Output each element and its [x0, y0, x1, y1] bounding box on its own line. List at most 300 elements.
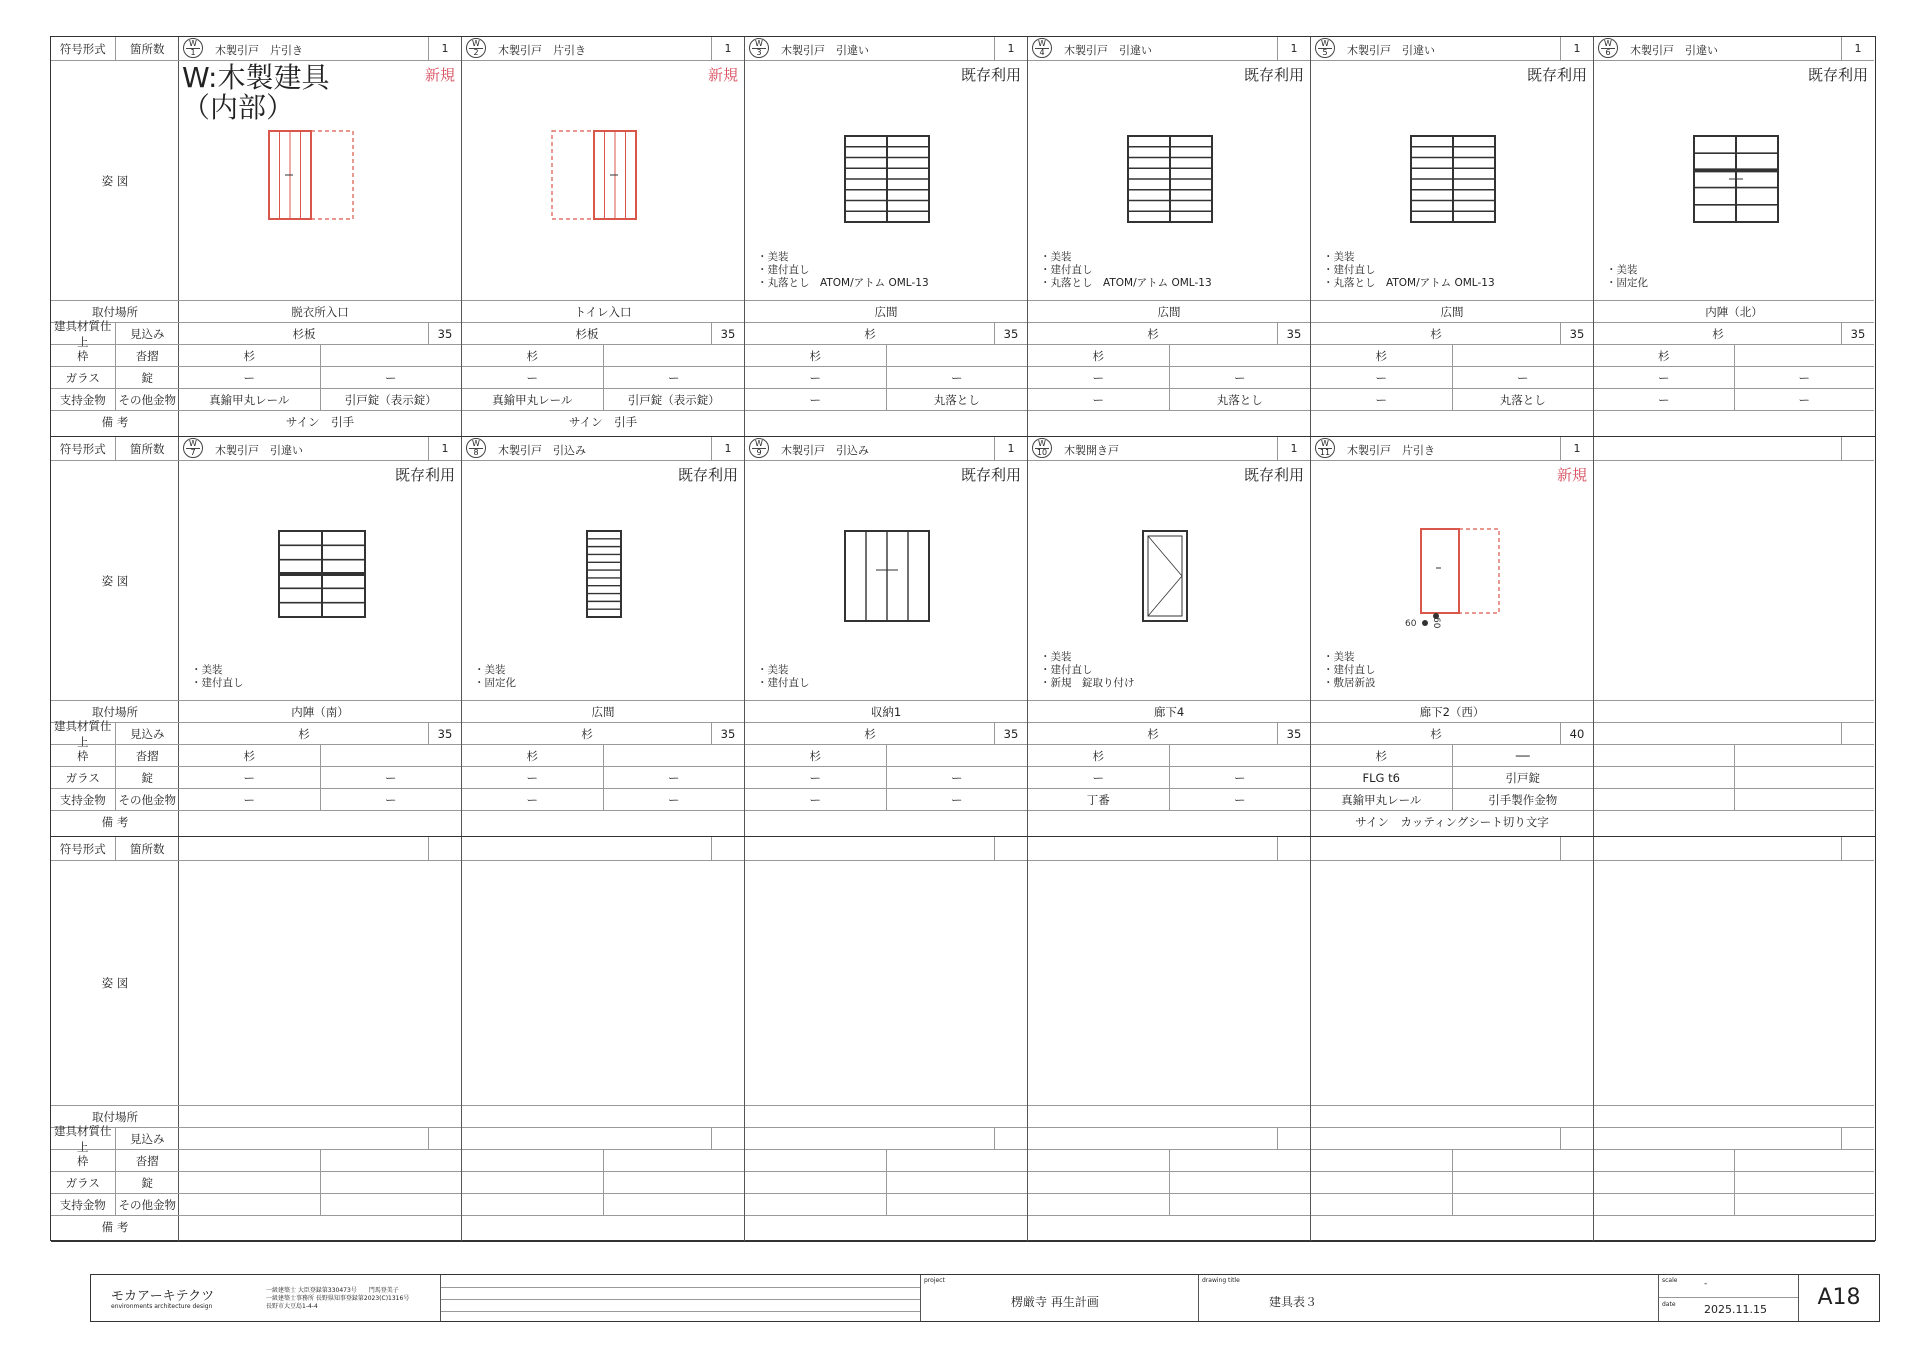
value-sill: ──: [1515, 748, 1530, 763]
material-value: 杉: [1147, 726, 1159, 741]
label-text: 見込み: [130, 726, 165, 741]
pair-row: [1028, 389, 1310, 410]
value-other: 引戸錠（表示錠）: [627, 392, 720, 407]
door-status: 既存利用: [960, 66, 1021, 84]
cell-mat: [745, 323, 1027, 345]
mark-top: W: [1321, 39, 1329, 48]
cell-mat: [462, 1128, 744, 1150]
door-status: 新規: [707, 66, 738, 84]
location-value: 広間: [1157, 304, 1181, 319]
material-row: [1311, 723, 1593, 744]
door-elevation-drawing: [1138, 526, 1258, 636]
value-frame: [1028, 1150, 1170, 1171]
value-frame: [462, 1150, 604, 1171]
door-notes: ・美装 ・建付直し ・丸落とし ATOM/アトム OML-13: [757, 251, 929, 289]
value-lock: ー: [668, 370, 680, 385]
section-title: W:木製建具 （内部）: [182, 61, 330, 124]
door-type: 木製引戸 引違い: [781, 44, 869, 57]
value-frame: 杉: [1311, 345, 1453, 366]
door-mark: [1032, 438, 1052, 458]
value-other: [1453, 1194, 1594, 1215]
value-support: ー: [462, 789, 604, 810]
label-fig: [51, 861, 179, 1106]
door-column: [462, 837, 745, 1241]
door-column: [745, 37, 1028, 436]
value-support: 丁番: [1028, 789, 1170, 810]
door-count: [994, 837, 1027, 860]
scale-label: scale: [1662, 1277, 1678, 1284]
pair-row: [462, 367, 744, 388]
label-text: 見込み: [130, 1131, 165, 1146]
material-value: 杉: [581, 726, 593, 741]
label-text: 支持金物: [51, 389, 116, 410]
label-text: 符号形式: [51, 437, 116, 460]
material-row: [179, 1128, 461, 1149]
value-other: ー: [1234, 792, 1246, 807]
location-value: 廊下2（西）: [1419, 704, 1485, 719]
door-column: [1594, 37, 1874, 436]
door-count: 1: [428, 37, 461, 60]
value-other: [1735, 1194, 1875, 1215]
registration-1: 一級建築士 大臣登録第330473号 門馬登美子: [266, 1287, 399, 1294]
door-elevation-drawing: [1689, 131, 1789, 231]
cell-hdr: [745, 837, 1027, 861]
value-glass: [1311, 1172, 1453, 1193]
value-sill: [887, 745, 1028, 766]
value-glass: ー: [1311, 367, 1453, 388]
material-value: [462, 1128, 712, 1149]
pair-row: [179, 367, 461, 388]
cell-mat: [1028, 1128, 1310, 1150]
pair-row: [1594, 389, 1874, 410]
pair-row: [462, 745, 744, 766]
door-elevation-drawing: [1406, 131, 1506, 231]
cell-loc: [1028, 1106, 1310, 1128]
value-support: [1594, 1194, 1735, 1215]
cell-rem: [1311, 1216, 1593, 1238]
pair-row: [1028, 367, 1310, 388]
cell-glass: [745, 767, 1027, 789]
cell-mat: [1311, 723, 1593, 745]
cell-hdr: [1311, 37, 1593, 61]
cell-sup: [462, 1194, 744, 1216]
value-sill: [1735, 745, 1875, 766]
depth-value: [1841, 723, 1874, 744]
value-glass: ー: [462, 767, 604, 788]
cell-frame: [1028, 745, 1310, 767]
label-text: 枠: [51, 745, 116, 766]
drawing-title: 建具表３: [1269, 1295, 1318, 1309]
pair-row: [462, 1150, 744, 1171]
door-column: [179, 837, 462, 1241]
cell-rem: [1028, 411, 1310, 433]
label-hdr: [51, 837, 179, 861]
row-labels: [51, 437, 179, 836]
cell-hdr: [462, 37, 744, 61]
door-mark: [183, 38, 203, 58]
value-other: ー: [1798, 392, 1810, 407]
door-column: [1028, 437, 1311, 836]
cell-hdr: [745, 437, 1027, 461]
cell-mat: [179, 1128, 461, 1150]
label-text: その他金物: [118, 792, 176, 807]
door-type: 木製引戸 引込み: [781, 444, 869, 457]
cell-hdr: [179, 837, 461, 861]
value-lock: ー: [1798, 370, 1810, 385]
cell-frame: [179, 1150, 461, 1172]
label-frame: [51, 745, 179, 767]
door-elevation-drawing: [274, 526, 394, 636]
value-glass: [1594, 767, 1735, 788]
value-sill: [321, 1150, 462, 1171]
label-text: ガラス: [51, 767, 116, 788]
cell-mat: [462, 323, 744, 345]
value-frame: [1594, 1150, 1735, 1171]
label-glass: [51, 767, 179, 789]
label-text: 備 考: [101, 1220, 129, 1234]
mark-top: W: [1604, 39, 1612, 48]
door-type: 木製引戸 片引き: [1347, 444, 1435, 457]
door-count: 1: [711, 437, 744, 460]
cell-sup: [462, 389, 744, 411]
label-text: 建具材質仕上: [51, 723, 116, 744]
label-rem: [51, 811, 179, 833]
pair-row: [1594, 1194, 1874, 1215]
value-support: ー: [1594, 389, 1735, 410]
cell-mat: [1594, 723, 1874, 745]
cell-glass: [1594, 767, 1874, 789]
material-value: 杉: [1147, 326, 1159, 341]
registration-3: 長野市大豆島1-4-4: [266, 1303, 318, 1310]
door-elevation-drawing: [582, 526, 702, 636]
depth-value: 35: [1277, 323, 1310, 344]
door-column: [1028, 37, 1311, 436]
label-text: 沓摺: [135, 748, 159, 763]
value-sill: [1735, 345, 1875, 366]
value-sill: [1453, 345, 1594, 366]
label-frame: [51, 1150, 179, 1172]
cell-sup: [1311, 1194, 1593, 1216]
remarks-value: [462, 811, 744, 833]
door-column: [1594, 437, 1874, 836]
label-text: 建具材質仕上: [51, 1128, 116, 1149]
drawing-label: drawing title: [1202, 1277, 1240, 1284]
mark-top: W: [472, 39, 480, 48]
cell-glass: [1594, 1172, 1874, 1194]
door-status: 既存利用: [677, 466, 738, 484]
value-lock: 引戸錠: [1505, 770, 1540, 785]
value-support: ー: [1311, 389, 1453, 410]
label-hdr: [51, 37, 179, 61]
value-support: [745, 1194, 887, 1215]
cell-frame: [1028, 345, 1310, 367]
cell-glass: [179, 1172, 461, 1194]
sheet-number: A18: [1817, 1285, 1861, 1310]
dimension-label: 60: [1405, 619, 1417, 629]
door-count: 1: [1560, 37, 1593, 60]
door-count: 1: [994, 37, 1027, 60]
mark-number: 6: [1605, 48, 1611, 57]
label-text: 沓摺: [135, 348, 159, 363]
door-elevation-drawing: [840, 131, 940, 231]
door-type: 木製引戸 引違い: [1064, 44, 1152, 57]
value-other: [1170, 1194, 1311, 1215]
cell-frame: [1311, 345, 1593, 367]
pair-row: [745, 767, 1027, 788]
door-elevation-drawing: [552, 126, 652, 226]
depth-value: [1277, 1128, 1310, 1149]
value-lock: ー: [1234, 770, 1246, 785]
cell-glass: [745, 367, 1027, 389]
cell-mat: [1311, 323, 1593, 345]
cell-fig: [179, 461, 461, 701]
pair-row: [179, 1194, 461, 1215]
door-column: [1311, 437, 1594, 836]
mark-top: W: [189, 439, 197, 448]
cell-sup: [179, 1194, 461, 1216]
value-glass: ー: [745, 767, 887, 788]
material-value: 杉板: [575, 326, 599, 341]
label-text: 見込み: [130, 326, 165, 341]
cell-fig: [1028, 861, 1310, 1106]
door-count: 1: [711, 37, 744, 60]
project-name: 楞厳寺 再生計画: [1011, 1295, 1099, 1309]
remarks-value: サイン カッティングシート切り文字: [1355, 815, 1549, 829]
project-label: project: [924, 1277, 945, 1284]
cell-hdr: [1311, 837, 1593, 861]
label-text: 箇所数: [130, 441, 165, 456]
cell-fig: [745, 461, 1027, 701]
cell-glass: [462, 367, 744, 389]
cell-frame: [745, 345, 1027, 367]
value-lock: ー: [385, 770, 397, 785]
door-notes: ・美装 ・建付直し ・敷居新設: [1323, 651, 1376, 689]
value-support: ー: [745, 789, 887, 810]
pair-row: [1311, 1172, 1593, 1193]
cell-sup: [1594, 789, 1874, 811]
cell-fig: [745, 61, 1027, 301]
label-text: ガラス: [51, 367, 116, 388]
door-status: 新規: [424, 66, 455, 84]
label-glass: [51, 1172, 179, 1194]
mark-number: 5: [1322, 48, 1328, 57]
value-frame: [179, 1150, 321, 1171]
location-value: 脱衣所入口: [291, 304, 349, 319]
value-other: 丸落とし: [1499, 392, 1546, 407]
scale-value: -: [1704, 1279, 1708, 1289]
value-lock: [604, 1172, 745, 1193]
title-block: [90, 1274, 1880, 1322]
depth-value: 35: [1277, 723, 1310, 744]
door-notes: ・美装 ・建付直し ・丸落とし ATOM/アトム OML-13: [1323, 251, 1495, 289]
cell-frame: [1028, 1150, 1310, 1172]
cell-sup: [1594, 1194, 1874, 1216]
door-count: [1277, 837, 1310, 860]
cell-fig: [1311, 861, 1593, 1106]
label-text: 箇所数: [130, 841, 165, 856]
value-frame: 杉: [1028, 345, 1170, 366]
remarks-value: [1311, 411, 1593, 433]
label-rem: [51, 411, 179, 433]
cell-hdr: [1028, 837, 1310, 861]
depth-value: 35: [1841, 323, 1874, 344]
pair-row: [462, 1194, 744, 1215]
cell-glass: [462, 1172, 744, 1194]
label-text: 姿 図: [101, 173, 129, 188]
cell-mat: [1028, 323, 1310, 345]
label-sup: [51, 789, 179, 811]
cell-loc: [462, 301, 744, 323]
cell-mat: [745, 1128, 1027, 1150]
mark-number: 8: [473, 448, 479, 457]
value-sill: [604, 745, 745, 766]
value-lock: ー: [1234, 370, 1246, 385]
value-frame: [745, 1150, 887, 1171]
cell-hdr: [1594, 37, 1874, 61]
door-mark: [1315, 438, 1335, 458]
door-count: 1: [1841, 37, 1874, 60]
material-row: [1311, 1128, 1593, 1149]
value-support: ー: [745, 389, 887, 410]
cell-rem: [745, 1216, 1027, 1238]
value-lock: ー: [951, 370, 963, 385]
mark-number: 9: [756, 448, 762, 457]
cell-hdr: [1311, 437, 1593, 461]
door-mark: [466, 438, 486, 458]
value-frame: 杉: [745, 745, 887, 766]
label-text: 支持金物: [51, 1194, 116, 1215]
value-sill: [321, 345, 462, 366]
label-fig: [51, 461, 179, 701]
value-support: ー: [1028, 389, 1170, 410]
value-sill: [1170, 345, 1311, 366]
pair-row: [462, 389, 744, 410]
cell-sup: [1594, 389, 1874, 411]
depth-value: 35: [1560, 323, 1593, 344]
label-text: その他金物: [118, 1197, 176, 1212]
cell-glass: [462, 767, 744, 789]
door-count: 1: [994, 437, 1027, 460]
cell-loc: [179, 1106, 461, 1128]
depth-value: 40: [1560, 723, 1593, 744]
label-text: 取付場所: [92, 1109, 138, 1124]
door-status: 既存利用: [394, 466, 455, 484]
remarks-value: [745, 411, 1027, 433]
mark-top: W: [1321, 439, 1329, 448]
cell-rem: [1311, 411, 1593, 433]
value-other: [1735, 789, 1875, 810]
door-status: 既存利用: [1526, 66, 1587, 84]
value-glass: FLG t6: [1311, 767, 1453, 788]
label-text: 姿 図: [101, 573, 129, 588]
value-glass: ー: [1594, 367, 1735, 388]
value-support: 真鍮甲丸レール: [462, 389, 604, 410]
cell-loc: [462, 701, 744, 723]
mark-number: 2: [473, 48, 479, 57]
value-other: 引手製作金物: [1488, 792, 1558, 807]
door-count: [1560, 837, 1593, 860]
door-notes: ・美装 ・建付直し: [757, 664, 810, 689]
value-sill: [887, 345, 1028, 366]
cell-loc: [462, 1106, 744, 1128]
value-frame: [1311, 1150, 1453, 1171]
cell-sup: [745, 389, 1027, 411]
cell-loc: [1594, 1106, 1874, 1128]
label-text: 支持金物: [51, 789, 116, 810]
cell-mat: [1311, 1128, 1593, 1150]
door-notes: ・美装 ・建付直し: [191, 664, 244, 689]
cell-hdr: [1594, 437, 1874, 461]
cell-sup: [179, 389, 461, 411]
mark-top: W: [755, 439, 763, 448]
pair-row: [1028, 1172, 1310, 1193]
value-sill: [1735, 1150, 1875, 1171]
pair-row: [1594, 767, 1874, 788]
value-support: 真鍮甲丸レール: [1311, 789, 1453, 810]
cell-fig: [1028, 461, 1310, 701]
location-value: 収納1: [870, 704, 902, 719]
location-value: 広間: [1440, 304, 1464, 319]
pair-row: [179, 389, 461, 410]
cell-loc: [745, 701, 1027, 723]
material-value: [1028, 1128, 1278, 1149]
registration-2: 一級建築士事務所 長野県知事登録第2023(C)1316号: [266, 1295, 410, 1302]
cell-rem: [1594, 411, 1874, 433]
pair-row: [462, 345, 744, 366]
door-column: [745, 837, 1028, 1241]
label-text: 錠: [141, 1175, 153, 1190]
value-support: [1028, 1194, 1170, 1215]
door-column: [1594, 837, 1874, 1241]
pair-row: [179, 767, 461, 788]
door-count: 1: [1277, 437, 1310, 460]
mark-number: 10: [1036, 448, 1048, 457]
cell-mat: [745, 723, 1027, 745]
value-frame: 杉: [462, 745, 604, 766]
cell-fig: [1311, 61, 1593, 301]
cell-sup: [1028, 1194, 1310, 1216]
material-row: [1028, 723, 1310, 744]
door-type: 木製引戸 引違い: [1347, 44, 1435, 57]
cell-frame: [1594, 1150, 1874, 1172]
value-lock: [1170, 1172, 1311, 1193]
material-row: [1594, 723, 1874, 744]
cell-hdr: [1028, 37, 1310, 61]
label-frame: [51, 345, 179, 367]
cell-glass: [1028, 1172, 1310, 1194]
material-value: [1311, 1128, 1561, 1149]
door-type: 木製引戸 引込み: [498, 444, 586, 457]
value-lock: [1735, 767, 1875, 788]
material-row: [1311, 323, 1593, 344]
cell-rem: [179, 1216, 461, 1238]
value-frame: 杉: [1028, 745, 1170, 766]
label-text: 沓摺: [135, 1153, 159, 1168]
value-support: [1311, 1194, 1453, 1215]
value-other: 引戸錠（表示錠）: [344, 392, 437, 407]
value-support: 真鍮甲丸レール: [179, 389, 321, 410]
cell-hdr: [462, 837, 744, 861]
label-sup: [51, 1194, 179, 1216]
cell-sup: [462, 789, 744, 811]
cell-rem: [179, 411, 461, 433]
label-mat: [51, 318, 179, 349]
depth-value: [1560, 1128, 1593, 1149]
value-lock: [1453, 1172, 1594, 1193]
label-text: 箇所数: [130, 41, 165, 56]
cell-frame: [462, 745, 744, 767]
cell-frame: [745, 745, 1027, 767]
